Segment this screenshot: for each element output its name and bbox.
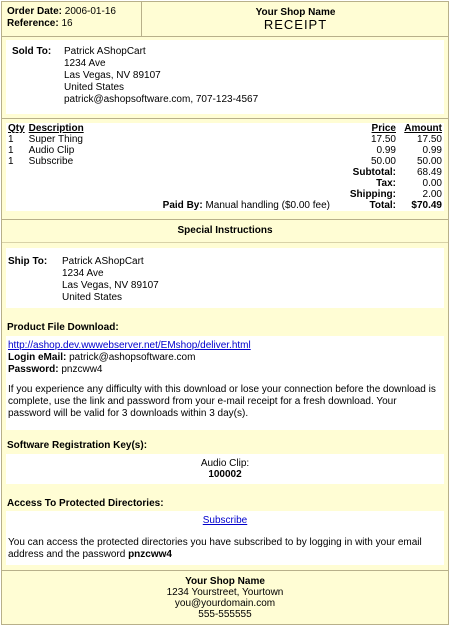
sold-to-address xyxy=(64,46,258,106)
item-qty: 1 xyxy=(8,156,14,167)
item-price: 0.99 xyxy=(376,145,396,156)
item-amount: 17.50 xyxy=(416,134,442,145)
item-price: 50.00 xyxy=(370,156,396,167)
shipping-label: Shipping: xyxy=(349,189,396,200)
protected-box xyxy=(6,511,444,565)
subscribe-link[interactable]: Subscribe xyxy=(202,515,248,526)
protected-text: You can access the protected directories you have subscribed to by logging in with your email address and the password xyxy=(8,537,422,560)
ship-to-address xyxy=(62,256,159,304)
ship-to-country: United States xyxy=(62,292,123,303)
footer-phone: 555-555555 xyxy=(198,609,252,620)
subtotal-label: Subtotal: xyxy=(352,167,396,178)
tax-value: 0.00 xyxy=(422,178,442,189)
tax-label: Tax: xyxy=(376,178,396,189)
password-label: Password: xyxy=(8,364,59,375)
item-amount: 0.99 xyxy=(422,145,442,156)
shop-title xyxy=(143,2,448,36)
protected-title: Access To Protected Directories: xyxy=(7,498,164,509)
registration-key: 100002 xyxy=(208,469,242,480)
receipt-footer xyxy=(2,570,448,624)
table-row xyxy=(6,145,444,156)
total-value: $70.49 xyxy=(411,200,442,211)
items-table xyxy=(6,123,444,211)
footer-email: you@yourdomain.com xyxy=(174,598,276,609)
registration-item: Audio Clip: xyxy=(200,458,250,469)
description-header: Description xyxy=(28,123,84,134)
table-row xyxy=(6,156,444,167)
receipt-title: RECEIPT xyxy=(263,17,328,32)
sold-to-name: Patrick AShopCart xyxy=(64,46,146,57)
paid-by-value: Manual handling ($0.00 fee) xyxy=(205,200,330,211)
product-download-box xyxy=(6,336,444,430)
subtotal-row xyxy=(6,167,444,178)
sold-to-street: 1234 Ave xyxy=(64,58,106,69)
footer-address: 1234 Yourstreet, Yourtown xyxy=(166,587,284,598)
amount-header: Amount xyxy=(404,123,442,134)
special-instructions-heading: Special Instructions xyxy=(2,220,448,243)
item-description: Subscribe xyxy=(28,156,74,167)
receipt xyxy=(1,1,449,625)
reference: 16 xyxy=(61,18,73,29)
sold-to-country: United States xyxy=(64,82,125,93)
registration-box xyxy=(6,454,444,484)
receipt-header xyxy=(2,2,448,37)
login-email-label: Login eMail: xyxy=(8,352,67,363)
item-amount: 50.00 xyxy=(416,156,442,167)
shipping-value: 2.00 xyxy=(422,189,442,200)
sold-to-box xyxy=(6,40,444,114)
shipping-row xyxy=(6,189,444,200)
sold-to-section xyxy=(2,36,448,119)
ship-to-box xyxy=(6,248,444,308)
sold-to-city: Las Vegas, NV 89107 xyxy=(64,70,161,81)
items-header-row xyxy=(6,123,444,134)
registration-title: Software Registration Key(s): xyxy=(7,440,148,451)
total-row xyxy=(6,200,444,211)
ship-to-street: 1234 Ave xyxy=(62,268,104,279)
password-value: pnzcww4 xyxy=(61,364,103,375)
product-download-title: Product File Download: xyxy=(7,322,119,333)
item-qty: 1 xyxy=(8,145,14,156)
login-email: patrick@ashopsoftware.com xyxy=(69,352,196,363)
footer-shop-name: Your Shop Name xyxy=(185,576,265,587)
paid-by-label: Paid By: xyxy=(162,200,203,211)
item-description: Audio Clip xyxy=(28,145,75,156)
protected-password: pnzcww4 xyxy=(128,549,172,560)
qty-header: Qty xyxy=(8,123,25,134)
item-qty: 1 xyxy=(8,134,14,145)
ship-to-name: Patrick AShopCart xyxy=(62,256,144,267)
download-link[interactable]: http://ashop.dev.wwwebserver.net/EMshop/deliver.html xyxy=(8,340,251,351)
price-header: Price xyxy=(371,123,396,134)
items-section xyxy=(2,119,448,220)
sold-to-label: Sold To: xyxy=(12,46,52,57)
ship-to-city: Las Vegas, NV 89107 xyxy=(62,280,159,291)
order-date-label: Order Date: xyxy=(7,6,63,17)
reference-label: Reference: xyxy=(7,18,59,29)
download-note: If you experience any difficulty with this download or lose your connection before the download is complete, use the link and password from your e-mail receipt for a fresh download. Your password will be valid for 3 downloads within 3 day(s). xyxy=(8,384,436,419)
order-date: 2006-01-16 xyxy=(64,6,116,17)
table-row xyxy=(6,134,444,145)
item-price: 17.50 xyxy=(370,134,396,145)
item-description: Super Thing xyxy=(28,134,83,145)
subtotal-value: 68.49 xyxy=(416,167,442,178)
sold-to-contact: patrick@ashopsoftware.com, 707-123-4567 xyxy=(64,94,259,105)
ship-to-label: Ship To: xyxy=(8,256,48,267)
total-label: Total: xyxy=(369,200,396,211)
tax-row xyxy=(6,178,444,189)
order-info xyxy=(2,2,142,36)
shop-name: Your Shop Name xyxy=(255,7,336,18)
